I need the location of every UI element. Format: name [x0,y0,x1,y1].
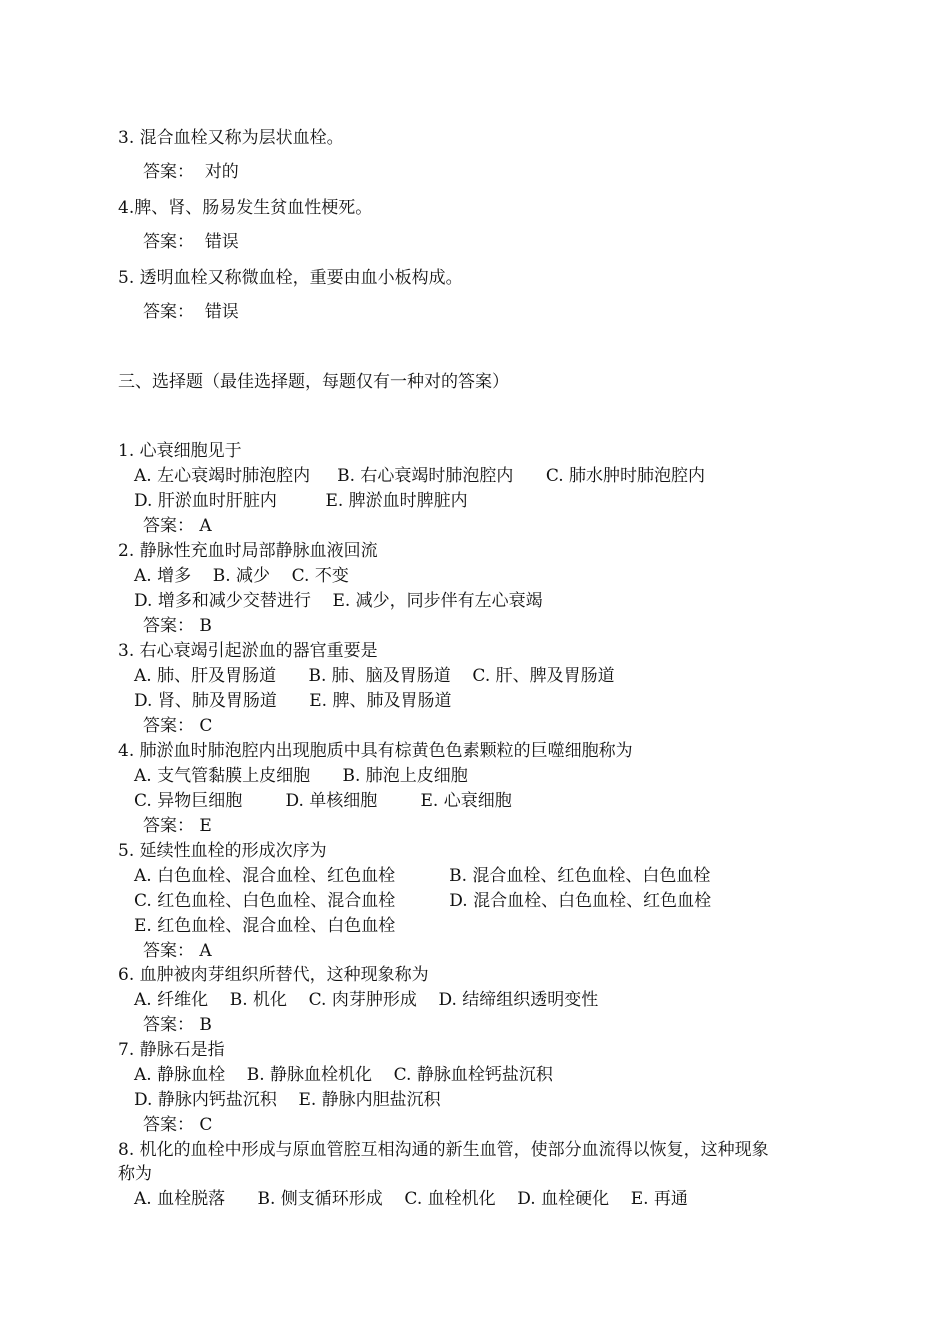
judge-answer-3 [143,162,239,182]
mc-answer-2: 答案： B [143,616,212,636]
mc-question-8-line1: 8. 机化的血栓中形成与原血管腔互相沟通的新生血管，使部分血流得以恢复，这种现象 [118,1140,769,1160]
mc-options-5-line2: C. 红色血栓、白色血栓、混合血栓 D. 混合血栓、白色血栓、红色血栓 [134,891,712,911]
mc-options-7-line1: A. 静脉血栓 B. 静脉血栓机化 C. 静脉血栓钙盐沉积 [134,1065,553,1085]
mc-options-5-line1: A. 白色血栓、混合血栓、红色血栓 B. 混合血栓、红色血栓、白色血栓 [134,866,711,886]
answer-value: 对的 [204,162,239,182]
judge-question-5: 5. 透明血栓又称微血栓，重要由血小板构成。 [118,268,463,288]
mc-question-4: 4. 肺淤血时肺泡腔内出现胞质中具有棕黄色色素颗粒的巨噬细胞称为 [118,741,633,761]
mc-question-7: 7. 静脉石是指 [118,1040,225,1060]
mc-options-1-line1: A. 左心衰竭时肺泡腔内 B. 右心衰竭时肺泡腔内 C. 肺水肿时肺泡腔内 [134,466,706,486]
mc-options-5-line3: E. 红色血栓、混合血栓、白色血栓 [134,916,396,936]
mc-question-2: 2. 静脉性充血时局部静脉血液回流 [118,541,378,561]
mc-question-8-line2: 称为 [118,1164,152,1184]
judge-question-3: 3. 混合血栓又称为层状血栓。 [118,128,344,148]
answer-label: 答案： [143,302,194,322]
judge-question-4: 4.脾、肾、肠易发生贫血性梗死。 [118,198,373,218]
mc-question-5: 5. 延续性血栓的形成次序为 [118,841,327,861]
mc-options-8-line1: A. 血栓脱落 B. 侧支循环形成 C. 血栓机化 D. 血栓硬化 E. 再通 [134,1189,688,1209]
judge-answer-4 [143,232,239,252]
mc-answer-5: 答案： A [143,941,212,961]
answer-label: 答案： [143,162,194,182]
mc-answer-1: 答案： A [143,516,212,536]
mc-answer-6: 答案： B [143,1015,212,1035]
judge-answer-5 [143,302,239,322]
mc-options-6-line1: A. 纤维化 B. 机化 C. 肉芽肿形成 D. 结缔组织透明变性 [134,990,599,1010]
mc-question-1: 1. 心衰细胞见于 [118,441,242,461]
mc-question-6: 6. 血肿被肉芽组织所替代，这种现象称为 [118,965,429,985]
mc-options-4-line1: A. 支气管黏膜上皮细胞 B. 肺泡上皮细胞 [134,766,468,786]
mc-question-3: 3. 右心衰竭引起淤血的器官重要是 [118,641,378,661]
mc-answer-7: 答案： C [143,1115,213,1135]
mc-options-3-line2: D. 肾、肺及胃肠道 E. 脾、肺及胃肠道 [134,691,452,711]
mc-options-7-line2: D. 静脉内钙盐沉积 E. 静脉内胆盐沉积 [134,1090,441,1110]
mc-answer-3: 答案： C [143,716,213,736]
answer-label: 答案： [143,232,194,252]
mc-options-1-line2: D. 肝淤血时肝脏内 E. 脾淤血时脾脏内 [134,491,468,511]
mc-options-2-line2: D. 增多和减少交替进行 E. 减少，同步伴有左心衰竭 [134,591,543,611]
mc-options-3-line1: A. 肺、肝及胃肠道 B. 肺、脑及胃肠道 C. 肝、脾及胃肠道 [134,666,615,686]
mc-options-2-line1: A. 增多 B. 减少 C. 不变 [134,566,349,586]
mc-options-4-line2: C. 异物巨细胞 D. 单核细胞 E. 心衰细胞 [134,791,512,811]
mc-answer-4: 答案： E [143,816,212,836]
answer-value: 错误 [204,302,239,322]
section-title: 三、选择题（最佳选择题，每题仅有一种对的答案） [118,372,509,392]
answer-value: 错误 [204,232,239,252]
